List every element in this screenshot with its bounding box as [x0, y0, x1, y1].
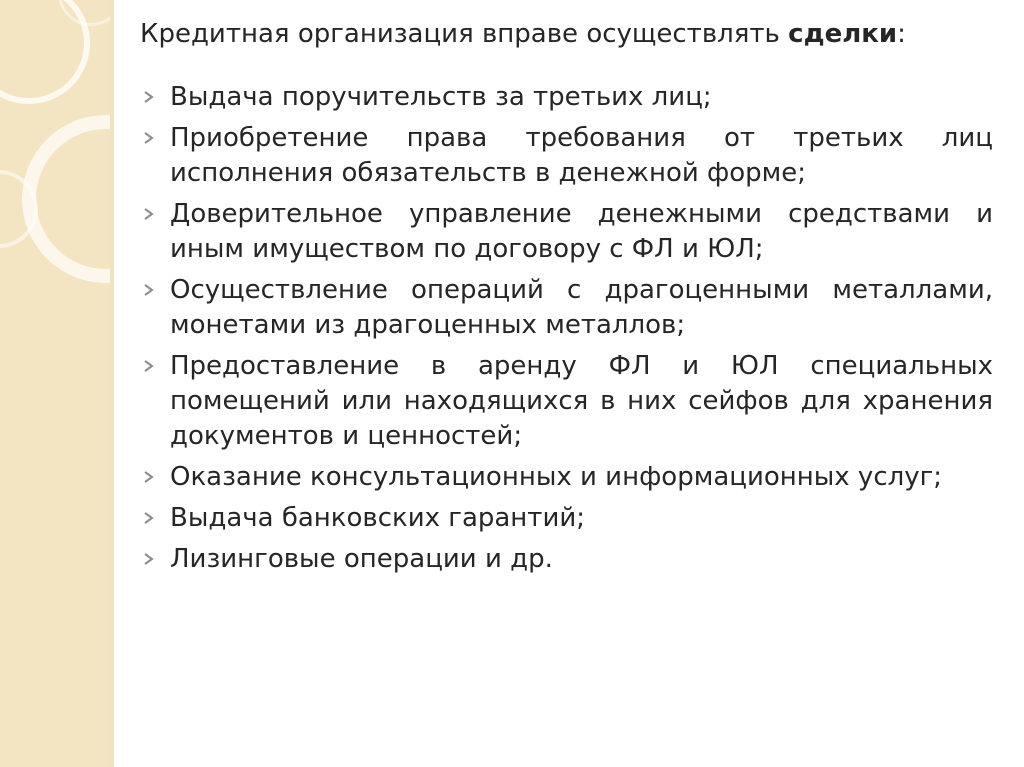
- slide-heading: [140, 14, 993, 54]
- chevron-right-icon: [142, 207, 156, 221]
- list-item-text: Выдача поручительств за третьих лиц;: [170, 82, 712, 112]
- sidebar-edge: [110, 0, 114, 767]
- heading-colon: :: [897, 19, 906, 49]
- slide-content: [140, 14, 993, 583]
- list-item: [140, 121, 993, 191]
- list-item: [140, 501, 993, 536]
- list-item-text: Выдача банковских гарантий;: [170, 503, 586, 533]
- list-item: [140, 197, 993, 267]
- list-item-text: Осуществление операций с драгоценными металлами, монетами из драгоценных металлов;: [170, 275, 993, 340]
- list-item: [140, 80, 993, 115]
- heading-bold-word: сделки: [788, 19, 898, 49]
- bullet-list: [140, 80, 993, 577]
- list-item: [140, 349, 993, 454]
- list-item: [140, 460, 993, 495]
- chevron-right-icon: [142, 90, 156, 104]
- list-item: [140, 542, 993, 577]
- chevron-right-icon: [142, 131, 156, 145]
- chevron-right-icon: [142, 359, 156, 373]
- list-item-text: Доверительное управление денежными средствами и иным имуществом по договору с ФЛ и ЮЛ;: [170, 199, 993, 264]
- list-item-text: Лизинговые операции и др.: [170, 544, 553, 574]
- chevron-right-icon: [142, 283, 156, 297]
- list-item: [140, 273, 993, 343]
- list-item-text: Предоставление в аренду ФЛ и ЮЛ специальных помещений или находящихся в них сейфов для хранения документов и ценностей;: [170, 351, 993, 451]
- heading-text: Кредитная организация вправе осуществлять: [140, 19, 789, 49]
- list-item-text: Оказание консультационных и информационных услуг;: [170, 462, 943, 492]
- chevron-right-icon: [142, 511, 156, 525]
- chevron-right-icon: [142, 470, 156, 484]
- list-item-text: Приобретение права требования от третьих лиц исполнения обязательств в денежной форме;: [170, 123, 993, 188]
- chevron-right-icon: [142, 552, 156, 566]
- decorative-sidebar: [0, 0, 110, 767]
